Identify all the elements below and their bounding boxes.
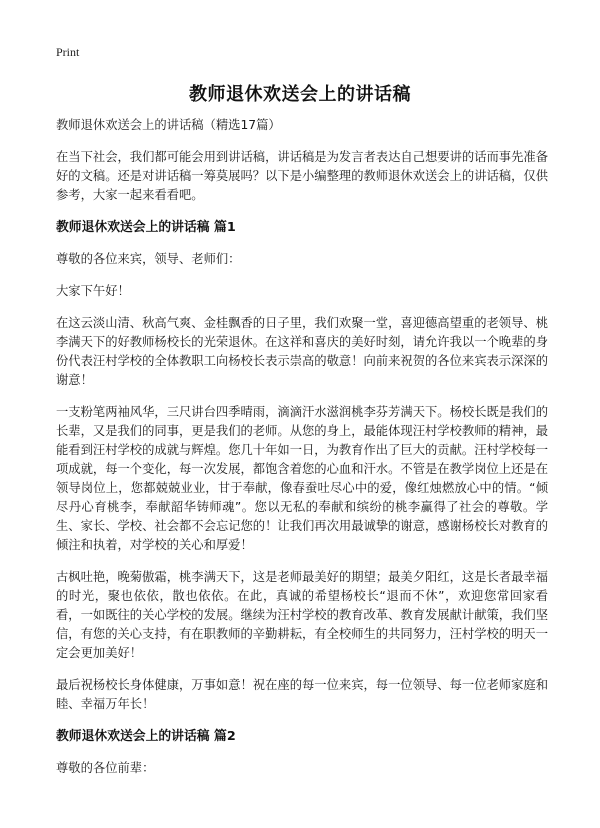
hello-line: 大家下午好！: [56, 284, 130, 298]
print-link[interactable]: Print: [56, 45, 80, 59]
page-title: 教师退休欢送会上的讲话稿: [189, 84, 411, 105]
paragraph-2: 一支粉笔两袖风华，三尺讲台四季晴雨，滴滴汗水滋润桃李芬芳满天下。杨校长既是我们的长辈，又是我们的同事，更是我们的老师。从您的身上，最能体现汪村学校教师的精神，最能看到汪村学校的成就与辉煌。您几十年如一日，为教育作出了巨大的贡献。汪村学校每一项成就，每一个变化，每一次发展，都饱含着您的心血和汗水。不管是在教学岗位上还是在领导岗位上，您都兢兢业业，甘于奉献，像春蚕吐尽心中的爱，像红烛燃放心中的情。“倾尽丹心育桃李，奉献韶华铸师魂”。您以无私的奉献和缤纷的桃李赢得了社会的尊敬。学生、家长、学校、社会都不会忘记您的！让我们再次用最诚挚的谢意，感谢杨校长对教育的倾注和执着，对学校的关心和厚爱！: [56, 405, 548, 552]
greeting-1: 尊敬的各位来宾，领导、老师们：: [56, 252, 241, 266]
greeting-2: 尊敬的各位前辈：: [56, 761, 155, 775]
intro-paragraph: 在当下社会，我们都可能会用到讲话稿，讲话稿是为发言者表达自己想要讲的话而事先准备好的文稿。还是对讲话稿一筹莫展吗？以下是小编整理的教师退休欢送会上的讲话稿，仅供参考，大家一起来看看吧。: [56, 150, 548, 202]
paragraph-1: 在这云淡山清、秋高气爽、金桂飘香的日子里，我们欢聚一堂，喜迎德高望重的老领导、桃李满天下的好教师杨校长的光荣退休。在这祥和喜庆的美好时刻，请允许我以一个晚辈的身份代表汪村学校的全体教职工向杨校长表示崇高的敬意！向前来祝贺的各位来宾表示深深的谢意！: [56, 316, 548, 387]
document-body: [56, 116, 548, 791]
subtitle: 教师退休欢送会上的讲话稿（精选17篇）: [56, 118, 281, 132]
paragraph-3: 古枫吐艳，晚菊傲霜，桃李满天下，这是老师最美好的期望；最美夕阳红，这是长者最幸福的时光，聚也依依，散也依依。在此，真诚的希望杨校长“退而不休”，欢迎您常回家看看，一如既往的关心学校的发展。继续为汪村学校的教育改革、教育发展献计献策，我们坚信，有您的关心支持，有在职教师的辛勤耕耘，有全校师生的共同努力，汪村学校的明天一定会更加美好！: [56, 570, 548, 660]
paragraph-4: 最后祝杨校长身体健康，万事如意！祝在座的每一位来宾，每一位领导、每一位老师家庭和睦、幸福万年长！: [56, 678, 548, 711]
section-heading-1: 教师退休欢送会上的讲话稿 篇1: [56, 220, 236, 235]
section-heading-2: 教师退休欢送会上的讲话稿 篇2: [56, 729, 236, 744]
